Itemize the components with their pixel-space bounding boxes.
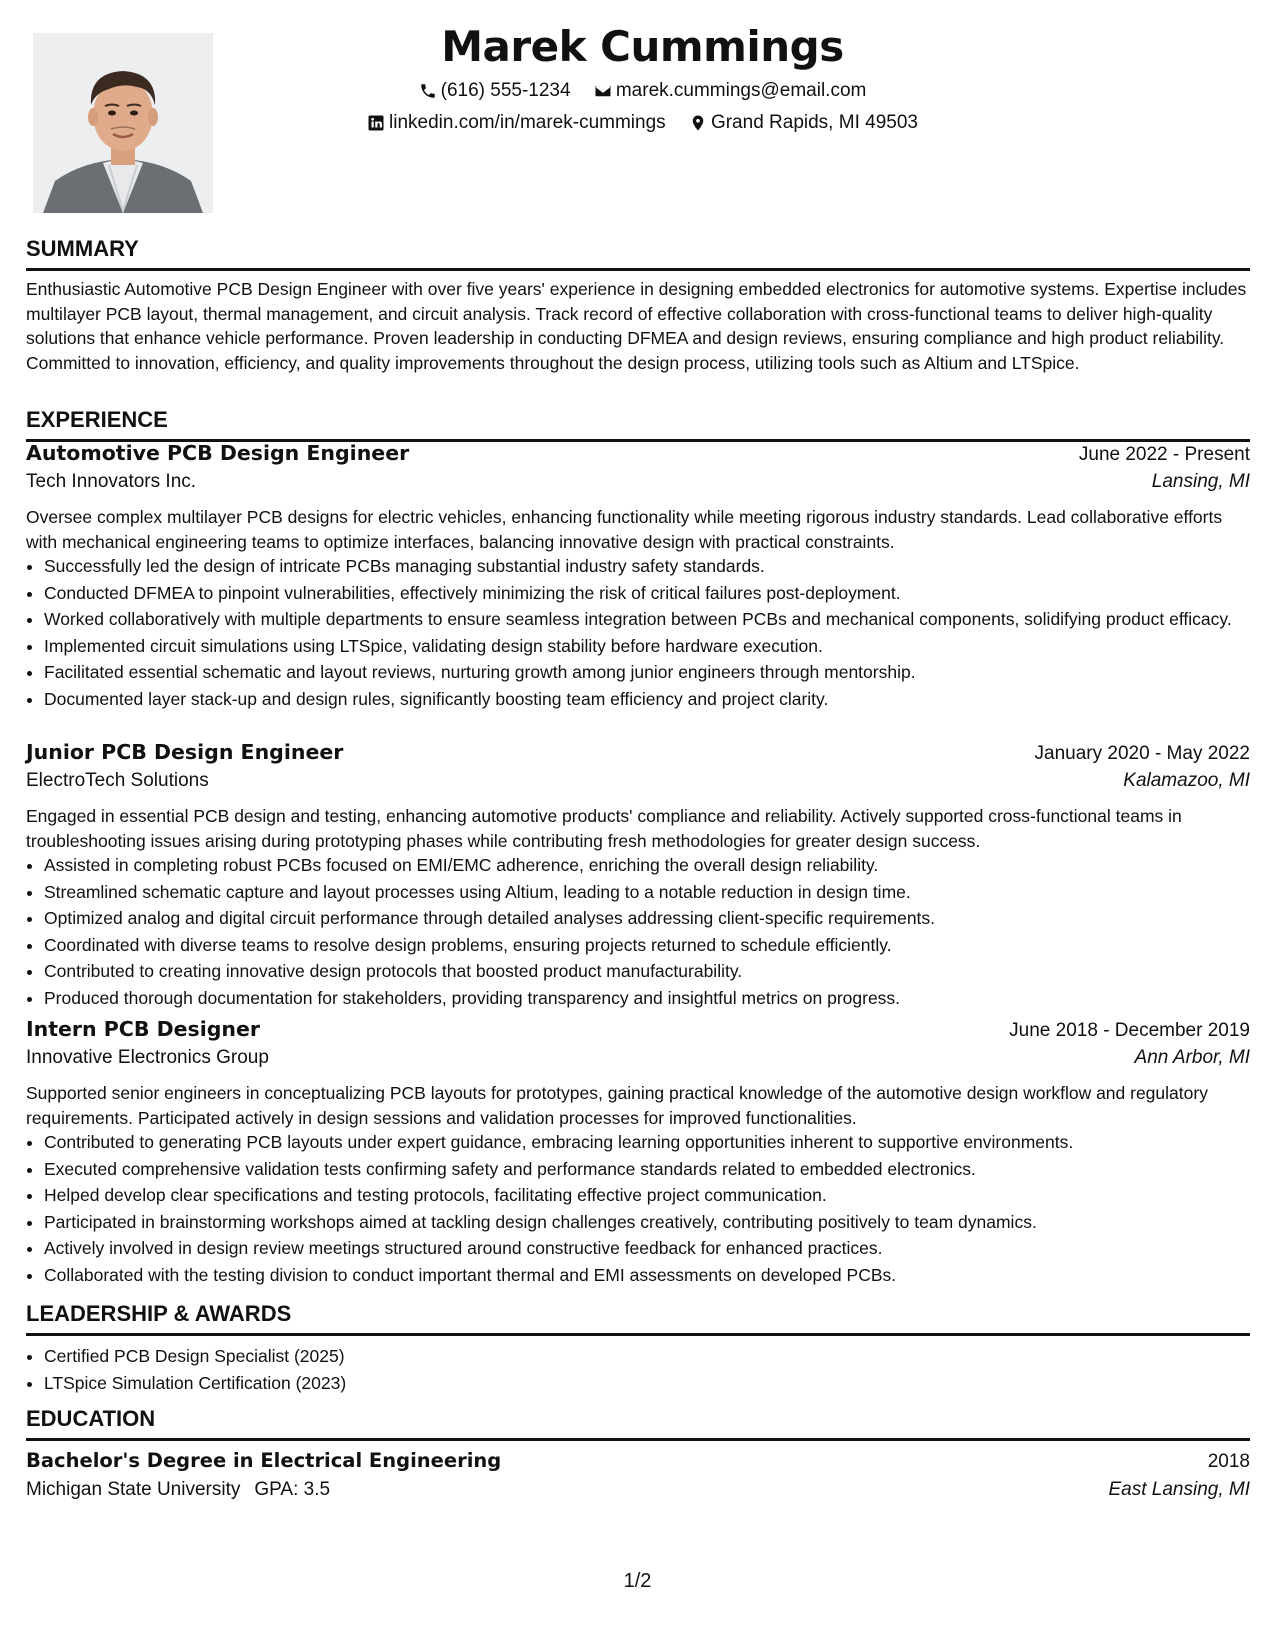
job-entry xyxy=(26,1017,1250,1289)
list-item: • Coordinated with diverse teams to resolve design problems, ensuring projects returned to schedule efficiently. xyxy=(44,933,1250,958)
list-item: • Documented layer stack-up and design rules, significantly boosting team efficiency and project clarity. xyxy=(44,687,1250,712)
job-bullets xyxy=(26,1130,1250,1287)
email-text: marek.cummings@email.com xyxy=(615,80,867,101)
map-pin-icon xyxy=(689,114,707,132)
education-gpa: GPA: 3.5 xyxy=(254,1479,331,1500)
phone-contact[interactable] xyxy=(419,80,571,102)
contact-row-2 xyxy=(300,112,985,138)
envelope-icon xyxy=(594,82,612,100)
job-date: June 2018 - December 2019 xyxy=(1009,1020,1250,1041)
education-degree: Bachelor's Degree in Electrical Engineering xyxy=(26,1449,502,1472)
section-title: EDUCATION xyxy=(26,1406,156,1431)
list-item: • Contributed to generating PCB layouts under expert guidance, embracing learning opportunities inherent to supportive environments. xyxy=(44,1130,1250,1155)
page-number: 1/2 xyxy=(623,1570,652,1592)
job-company: ElectroTech Solutions xyxy=(26,770,209,791)
job-title: Automotive PCB Design Engineer xyxy=(26,441,410,465)
list-item: • Facilitated essential schematic and layout reviews, nurturing growth among junior engineers through mentorship. xyxy=(44,660,1250,685)
phone-icon xyxy=(419,82,437,100)
list-item: • Assisted in completing robust PCBs focused on EMI/EMC adherence, enriching the overall design reliability. xyxy=(44,853,1250,878)
job-location: Ann Arbor, MI xyxy=(1134,1047,1250,1068)
summary-section xyxy=(26,236,1250,375)
experience-section xyxy=(26,407,1250,442)
job-entry xyxy=(26,740,1250,1012)
profile-photo xyxy=(33,33,213,213)
job-company: Tech Innovators Inc. xyxy=(26,471,197,492)
job-date: January 2020 - May 2022 xyxy=(1034,743,1250,764)
list-item: • Optimized analog and digital circuit performance through detailed analyses addressing client-specific requirements. xyxy=(44,906,1250,931)
list-item: • Contributed to creating innovative design protocols that boosted product manufacturability. xyxy=(44,959,1250,984)
job-bullets xyxy=(26,554,1250,711)
education-location: East Lansing, MI xyxy=(1108,1479,1250,1500)
list-item: • Collaborated with the testing division to conduct important thermal and EMI assessments on developed PCBs. xyxy=(44,1263,1250,1288)
job-description: Engaged in essential PCB design and testing, enhancing automotive products' compliance and reliability. Actively supported cross-functional teams in troubleshooting issues arising during prototyping phases while contributing fresh methodologies for greater design success. xyxy=(26,806,1182,851)
section-divider xyxy=(26,1333,1250,1336)
candidate-name: Marek Cummings xyxy=(441,22,844,71)
summary-text: Enthusiastic Automotive PCB Design Engineer with over five years' experience in designing embedded electronics for automotive systems. Expertise includes multilayer PCB layout, thermal management, and circuit analysis. Track record of effective collaboration with cross-functional teams to deliver high-quality solutions that enhance vehicle performance. Proven leadership in conducting DFMEA and design reviews, ensuring compliance and high product reliability. Committed to innovation, efficiency, and quality improvements throughout the design process, utilizing tools such as Altium and LTSpice. xyxy=(26,279,1247,373)
job-title: Junior PCB Design Engineer xyxy=(26,740,344,764)
list-item: • Worked collaboratively with multiple departments to ensure seamless integration between PCBs and mechanical components, solidifying product efficacy. xyxy=(44,607,1250,632)
education-section xyxy=(26,1406,1250,1501)
list-item: • Streamlined schematic capture and layout processes using Altium, leading to a notable reduction in design time. xyxy=(44,880,1250,905)
phone-text: (616) 555-1234 xyxy=(440,80,571,101)
job-entry xyxy=(26,441,1250,713)
linkedin-text: linkedin.com/in/marek-cummings xyxy=(389,112,666,133)
email-contact[interactable] xyxy=(594,80,867,102)
list-item: • Executed comprehensive validation tests confirming safety and performance standards related to embedded electronics. xyxy=(44,1157,1250,1182)
list-item: • Produced thorough documentation for stakeholders, providing transparency and insightful metrics on progress. xyxy=(44,986,1250,1011)
job-description: Oversee complex multilayer PCB designs for electric vehicles, enhancing functionality while meeting rigorous industry standards. Lead collaborative efforts with mechanical engineering teams to optimize interfaces, balancing innovative design with practical constraints. xyxy=(26,507,1223,552)
section-divider xyxy=(26,1438,1250,1441)
section-title: EXPERIENCE xyxy=(26,407,168,432)
list-item: • Participated in brainstorming workshops aimed at tackling design challenges creatively, contributing positively to team dynamics. xyxy=(44,1210,1250,1235)
education-year: 2018 xyxy=(1207,1451,1250,1472)
profile-photo-image xyxy=(33,33,213,213)
location-contact xyxy=(689,112,918,134)
awards-section xyxy=(26,1301,1250,1397)
list-item: • Certified PCB Design Specialist (2025) xyxy=(44,1344,1250,1369)
job-bullets xyxy=(26,853,1250,1010)
section-title: LEADERSHIP & AWARDS xyxy=(26,1301,292,1326)
linkedin-contact[interactable] xyxy=(367,112,666,134)
job-location: Kalamazoo, MI xyxy=(1123,770,1250,791)
job-date: June 2022 - Present xyxy=(1078,444,1250,465)
contact-row-1 xyxy=(300,80,985,106)
list-item: • Helped develop clear specifications and testing protocols, facilitating effective project communication. xyxy=(44,1183,1250,1208)
list-item: • Conducted DFMEA to pinpoint vulnerabilities, effectively minimizing the risk of critical failures post-deployment. xyxy=(44,581,1250,606)
list-item: • Successfully led the design of intricate PCBs managing substantial industry safety standards. xyxy=(44,554,1250,579)
job-location: Lansing, MI xyxy=(1151,471,1250,492)
awards-list xyxy=(26,1344,1250,1395)
job-title: Intern PCB Designer xyxy=(26,1017,261,1041)
section-title: SUMMARY xyxy=(26,236,139,261)
list-item: • Actively involved in design review meetings structured around constructive feedback for enhanced practices. xyxy=(44,1236,1250,1261)
linkedin-icon xyxy=(367,114,385,132)
list-item: • Implemented circuit simulations using LTSpice, validating design stability before hardware execution. xyxy=(44,634,1250,659)
section-divider xyxy=(26,268,1250,271)
education-school: Michigan State University xyxy=(26,1479,241,1500)
location-text: Grand Rapids, MI 49503 xyxy=(710,112,918,133)
list-item: • LTSpice Simulation Certification (2023) xyxy=(44,1371,1250,1396)
job-description: Supported senior engineers in conceptualizing PCB layouts for prototypes, gaining practical knowledge of the automotive design workflow and regulatory requirements. Participated actively in design sessions and validation processes for improved functionalities. xyxy=(26,1083,1208,1128)
job-company: Innovative Electronics Group xyxy=(26,1047,269,1068)
